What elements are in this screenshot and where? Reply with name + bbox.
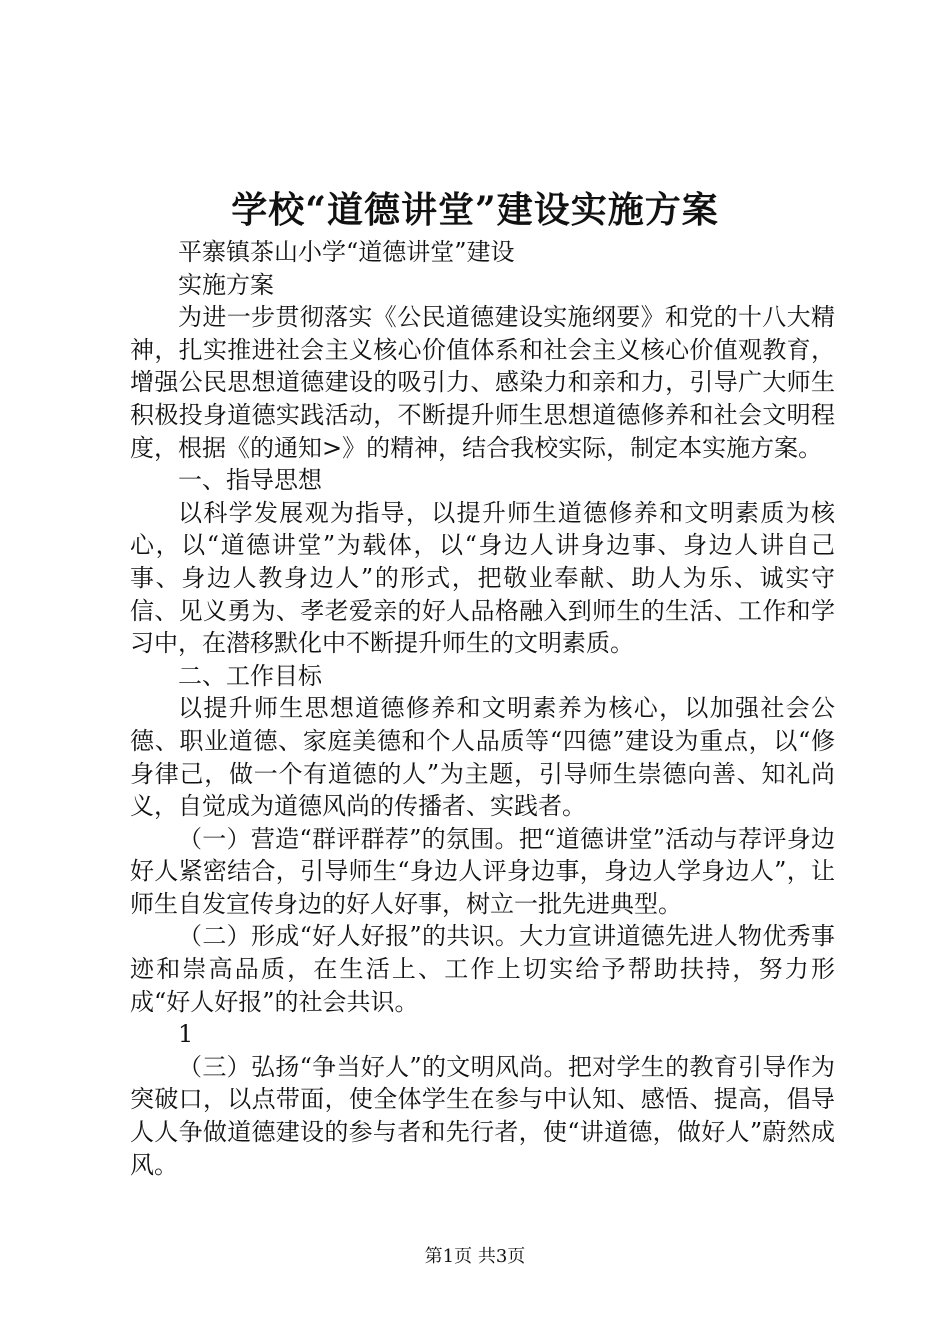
page-number-marker: 1: [178, 1020, 194, 1049]
paragraph-item-3: （三）弘扬“争当好人”的文明风尚。把对学生的教育引导作为突破口，以点带面，使全体学生在参与中认知、感悟、提高，倡导人人争做道德建设的参与者和先行者，使“讲道德，做好人”蔚然成风。: [130, 1052, 835, 1179]
paragraph-subtitle: 实施方案: [178, 270, 274, 299]
page-footer: 第1页 共3页: [424, 1246, 526, 1267]
paragraph-guiding-ideology: 以科学发展观为指导，以提升师生道德修养和文明素质为核心，以“道德讲堂”为载体，以“身边人讲身边事、身边人讲自己事、身边人教身边人”的形式，把敬业奉献、助人为乐、诚实守信、见义勇为、孝老爱亲的好人品格融入到师生的生活、工作和学习中，在潜移默化中不断提升师生的文明素质。: [130, 498, 835, 658]
section-heading-guiding-ideology: 一、指导思想: [178, 466, 322, 495]
paragraph-work-goals: 以提升师生思想道德修养和文明素养为核心，以加强社会公德、职业道德、家庭美德和个人品质等“四德”建设为重点，以“修身律己，做一个有道德的人”为主题，引导师生崇德向善、知礼尚义，自觉成为道德风尚的传播者、实践者。: [130, 694, 835, 821]
paragraph-item-1: （一）营造“群评群荐”的氛围。把“道德讲堂”活动与荐评身边好人紧密结合，引导师生“身边人评身边事，身边人学身边人”，让师生自发宣传身边的好人好事，树立一批先进典型。: [130, 824, 835, 918]
paragraph-intro: 为进一步贯彻落实《公民道德建设实施纲要》和党的十八大精神，扎实推进社会主义核心价值体系和社会主义核心价值观教育，增强公民思想道德建设的吸引力、感染力和亲和力，引导广大师生积极投身道德实践活动，不断提升师生思想道德修养和社会文明程度，根据《的通知>》的精神，结合我校实际，制定本实施方案。: [130, 303, 835, 462]
paragraph-school-name: 平寨镇茶山小学“道德讲堂”建设: [178, 238, 515, 266]
document-body: [130, 236, 835, 1181]
document-title: 学校“道德讲堂”建设实施方案: [231, 189, 719, 231]
section-heading-work-goals: 二、工作目标: [178, 661, 322, 690]
paragraph-item-2: （二）形成“好人好报”的共识。大力宣讲道德先进人物优秀事迹和崇高品质，在生活上、工作上切实给予帮助扶持，努力形成“好人好报”的社会共识。: [130, 922, 835, 1016]
